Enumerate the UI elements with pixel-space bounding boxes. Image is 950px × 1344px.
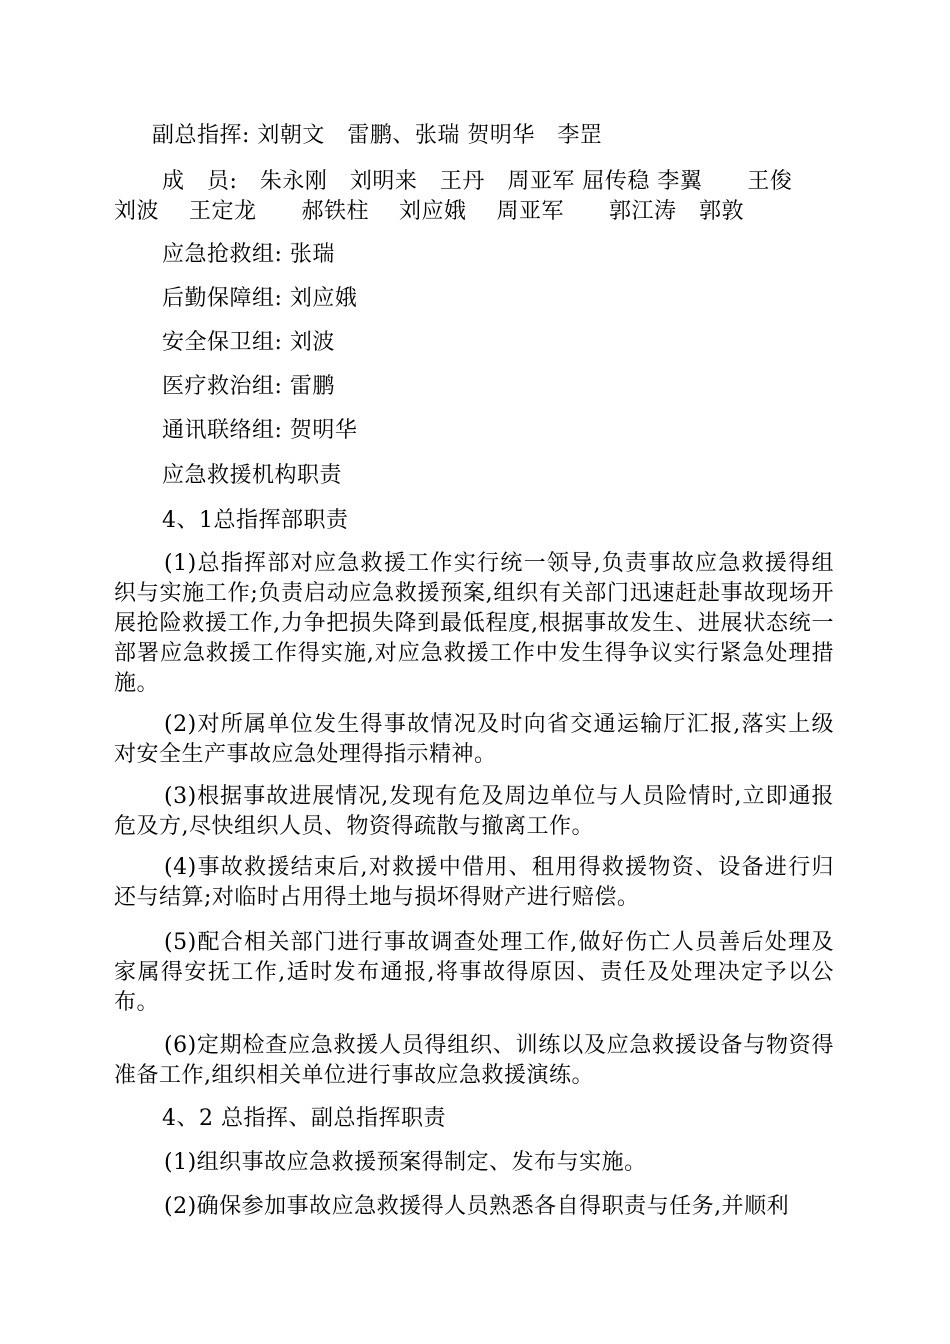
deputy-commander-line: 副总指挥: 刘朝文 雷鹏、张瑞 贺明华 李罡 (152, 123, 603, 148)
section-4-1-item-5: (5)配合相关部门进行事故调查处理工作,做好伤亡人员善后处理及家属得安抚工作,适时发布通报,将事故得原因、责任及处理决定予以公布。 (114, 930, 834, 1015)
section-4-2-item-2: (2)确保参加事故应急救援得人员熟悉各自得职责与任务,并顺利 (164, 1194, 790, 1219)
group-medical: 医疗救治组: 雷鹏 (162, 374, 335, 399)
section-4-2-item-1: (1)组织事故应急救援预案得制定、发布与实施。 (164, 1150, 647, 1175)
section-4-1-heading: 4、1总指挥部职责 (162, 508, 349, 533)
section-4-1-item-6: (6)定期检查应急救援人员得组织、训练以及应急救援设备与物资得准备工作,组织相关单位进行事故应急救援演练。 (114, 1033, 834, 1088)
section-4-1-item-2: (2)对所属单位发生得事故情况及时向省交通运输厅汇报,落实上级对安全生产事故应急处理得指示精神。 (114, 712, 834, 767)
group-emergency-rescue: 应急抢救组: 张瑞 (162, 242, 335, 267)
group-communication: 通讯联络组: 贺明华 (162, 418, 358, 443)
section-4-2-heading: 4、2 总指挥、副总指挥职责 (162, 1106, 446, 1131)
section-title: 应急救援机构职责 (162, 463, 343, 488)
members-line-1: 成 员: 朱永刚 刘明来 王丹 周亚军 屈传稳 李翼 王俊 (162, 169, 793, 194)
section-4-1-item-4: (4)事故救援结束后,对救援中借用、租用得救援物资、设备进行归还与结算;对临时占用得土地与损坏得财产进行赔偿。 (114, 855, 834, 910)
group-logistics: 后勤保障组: 刘应娥 (162, 286, 358, 311)
members-line-2: 刘波 王定龙 郝铁柱 刘应娥 周亚军 郭江涛 郭敦 (114, 199, 744, 224)
section-4-1-item-1: (1)总指挥部对应急救援工作实行统一领导,负责事故应急救援得组织与实施工作;负责启动应急救援预案,组织有关部门迅速赶赴事故现场开展抢险救援工作,力争把损失降到最低程度,根据事故发生、进展状态统一部署应急救援工作得实施,对应急救援工作中发生得争议实行紧急处理措施。 (114, 551, 834, 696)
section-4-1-item-3: (3)根据事故进展情况,发现有危及周边单位与人员险情时,立即通报危及方,尽快组织人员、物资得疏散与撤离工作。 (114, 784, 834, 839)
group-security: 安全保卫组: 刘波 (162, 330, 335, 355)
